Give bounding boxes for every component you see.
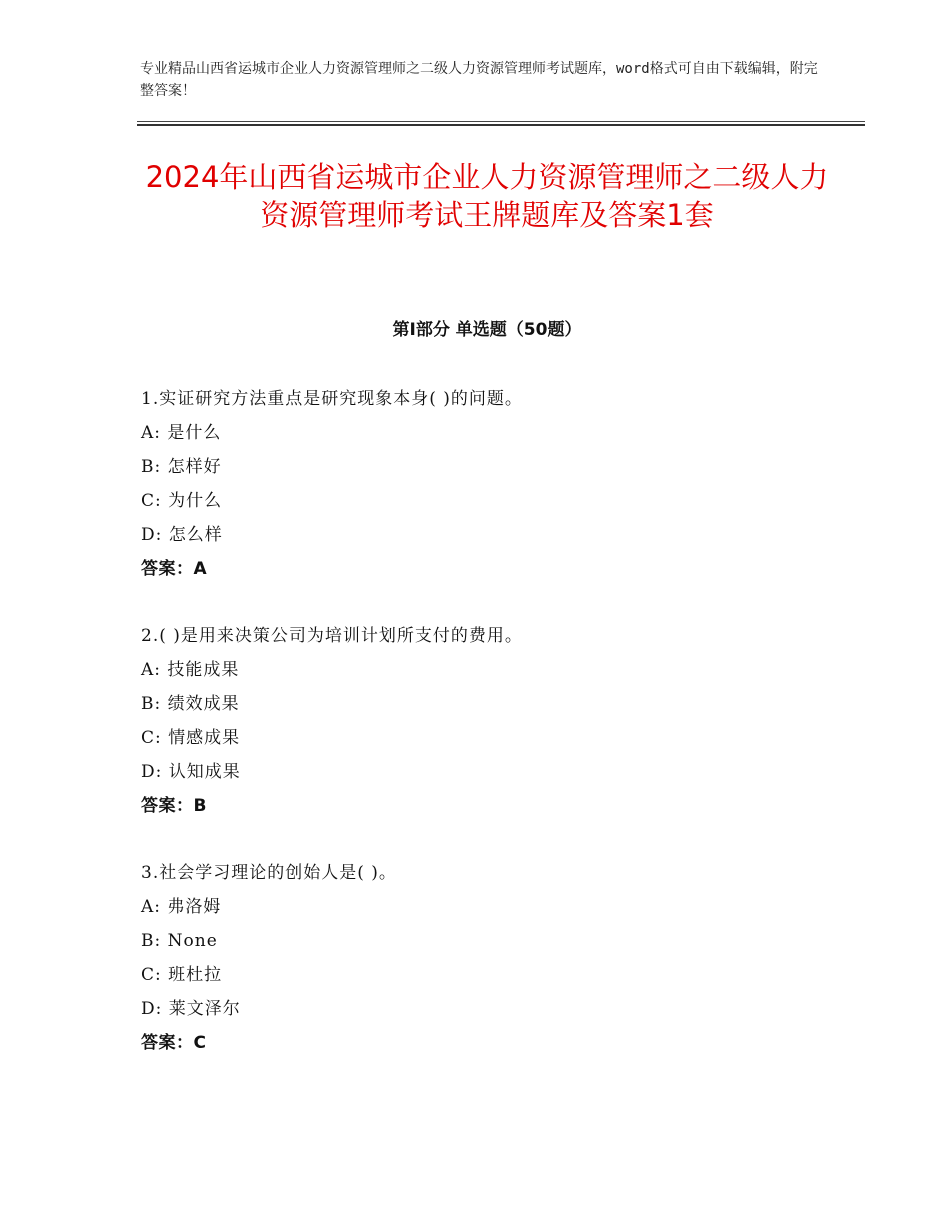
option-text: 怎么样 (168, 525, 223, 545)
option-a (141, 653, 861, 687)
option-text: None (167, 931, 218, 951)
section-heading: 第Ⅰ部分 单选题（50题） (392, 320, 582, 340)
option-text: 班杜拉 (168, 965, 223, 985)
answer-line (141, 789, 861, 823)
header-divider-thin (137, 121, 865, 122)
answer-line (141, 1026, 861, 1060)
option-letter: B: (141, 931, 162, 951)
option-letter: D: (141, 999, 163, 1019)
option-b (141, 450, 861, 484)
question-1 (141, 382, 861, 586)
option-text: 是什么 (167, 423, 222, 443)
header-note: 专业精品山西省运城市企业人力资源管理师之二级人力资源管理师考试题库，word格式可自由下载编辑，附完整答案！ (140, 61, 818, 99)
option-letter: B: (141, 694, 162, 714)
option-letter: C: (141, 965, 162, 985)
option-c (141, 958, 861, 992)
option-letter: C: (141, 491, 162, 511)
option-text: 技能成果 (167, 660, 240, 680)
option-letter: B: (141, 457, 162, 477)
option-text: 弗洛姆 (167, 897, 222, 917)
question-2 (141, 619, 861, 823)
option-letter: C: (141, 728, 162, 748)
option-letter: A: (141, 660, 162, 680)
option-c (141, 721, 861, 755)
question-stem: 3.社会学习理论的创始人是( )。 (141, 863, 397, 883)
option-text: 莱文泽尔 (168, 999, 241, 1019)
document-title: 2024年山西省运城市企业人力资源管理师之二级人力资源管理师考试王牌题库及答案1套 (145, 160, 829, 232)
option-b (141, 687, 861, 721)
option-text: 为什么 (168, 491, 223, 511)
option-d (141, 518, 861, 552)
question-stem: 2.( )是用来决策公司为培训计划所支付的费用。 (141, 626, 523, 646)
option-letter: A: (141, 897, 162, 917)
answer-value: C (193, 1033, 207, 1053)
option-text: 情感成果 (168, 728, 241, 748)
answer-value: A (193, 559, 208, 579)
option-letter: D: (141, 762, 163, 782)
answer-label: 答案： (141, 1033, 194, 1053)
header-divider-thick (137, 124, 865, 126)
option-text: 怎样好 (167, 457, 222, 477)
option-text: 认知成果 (168, 762, 241, 782)
option-c (141, 484, 861, 518)
option-a (141, 890, 861, 924)
answer-label: 答案： (141, 559, 194, 579)
option-letter: A: (141, 423, 162, 443)
answer-value: B (193, 796, 207, 816)
question-stem: 1.实证研究方法重点是研究现象本身( )的问题。 (141, 389, 523, 409)
option-a (141, 416, 861, 450)
answer-line (141, 552, 861, 586)
answer-label: 答案： (141, 796, 194, 816)
option-d (141, 755, 861, 789)
option-d (141, 992, 861, 1026)
question-list (141, 382, 861, 1093)
option-b (141, 924, 861, 958)
option-letter: D: (141, 525, 163, 545)
question-3 (141, 856, 861, 1060)
option-text: 绩效成果 (167, 694, 240, 714)
